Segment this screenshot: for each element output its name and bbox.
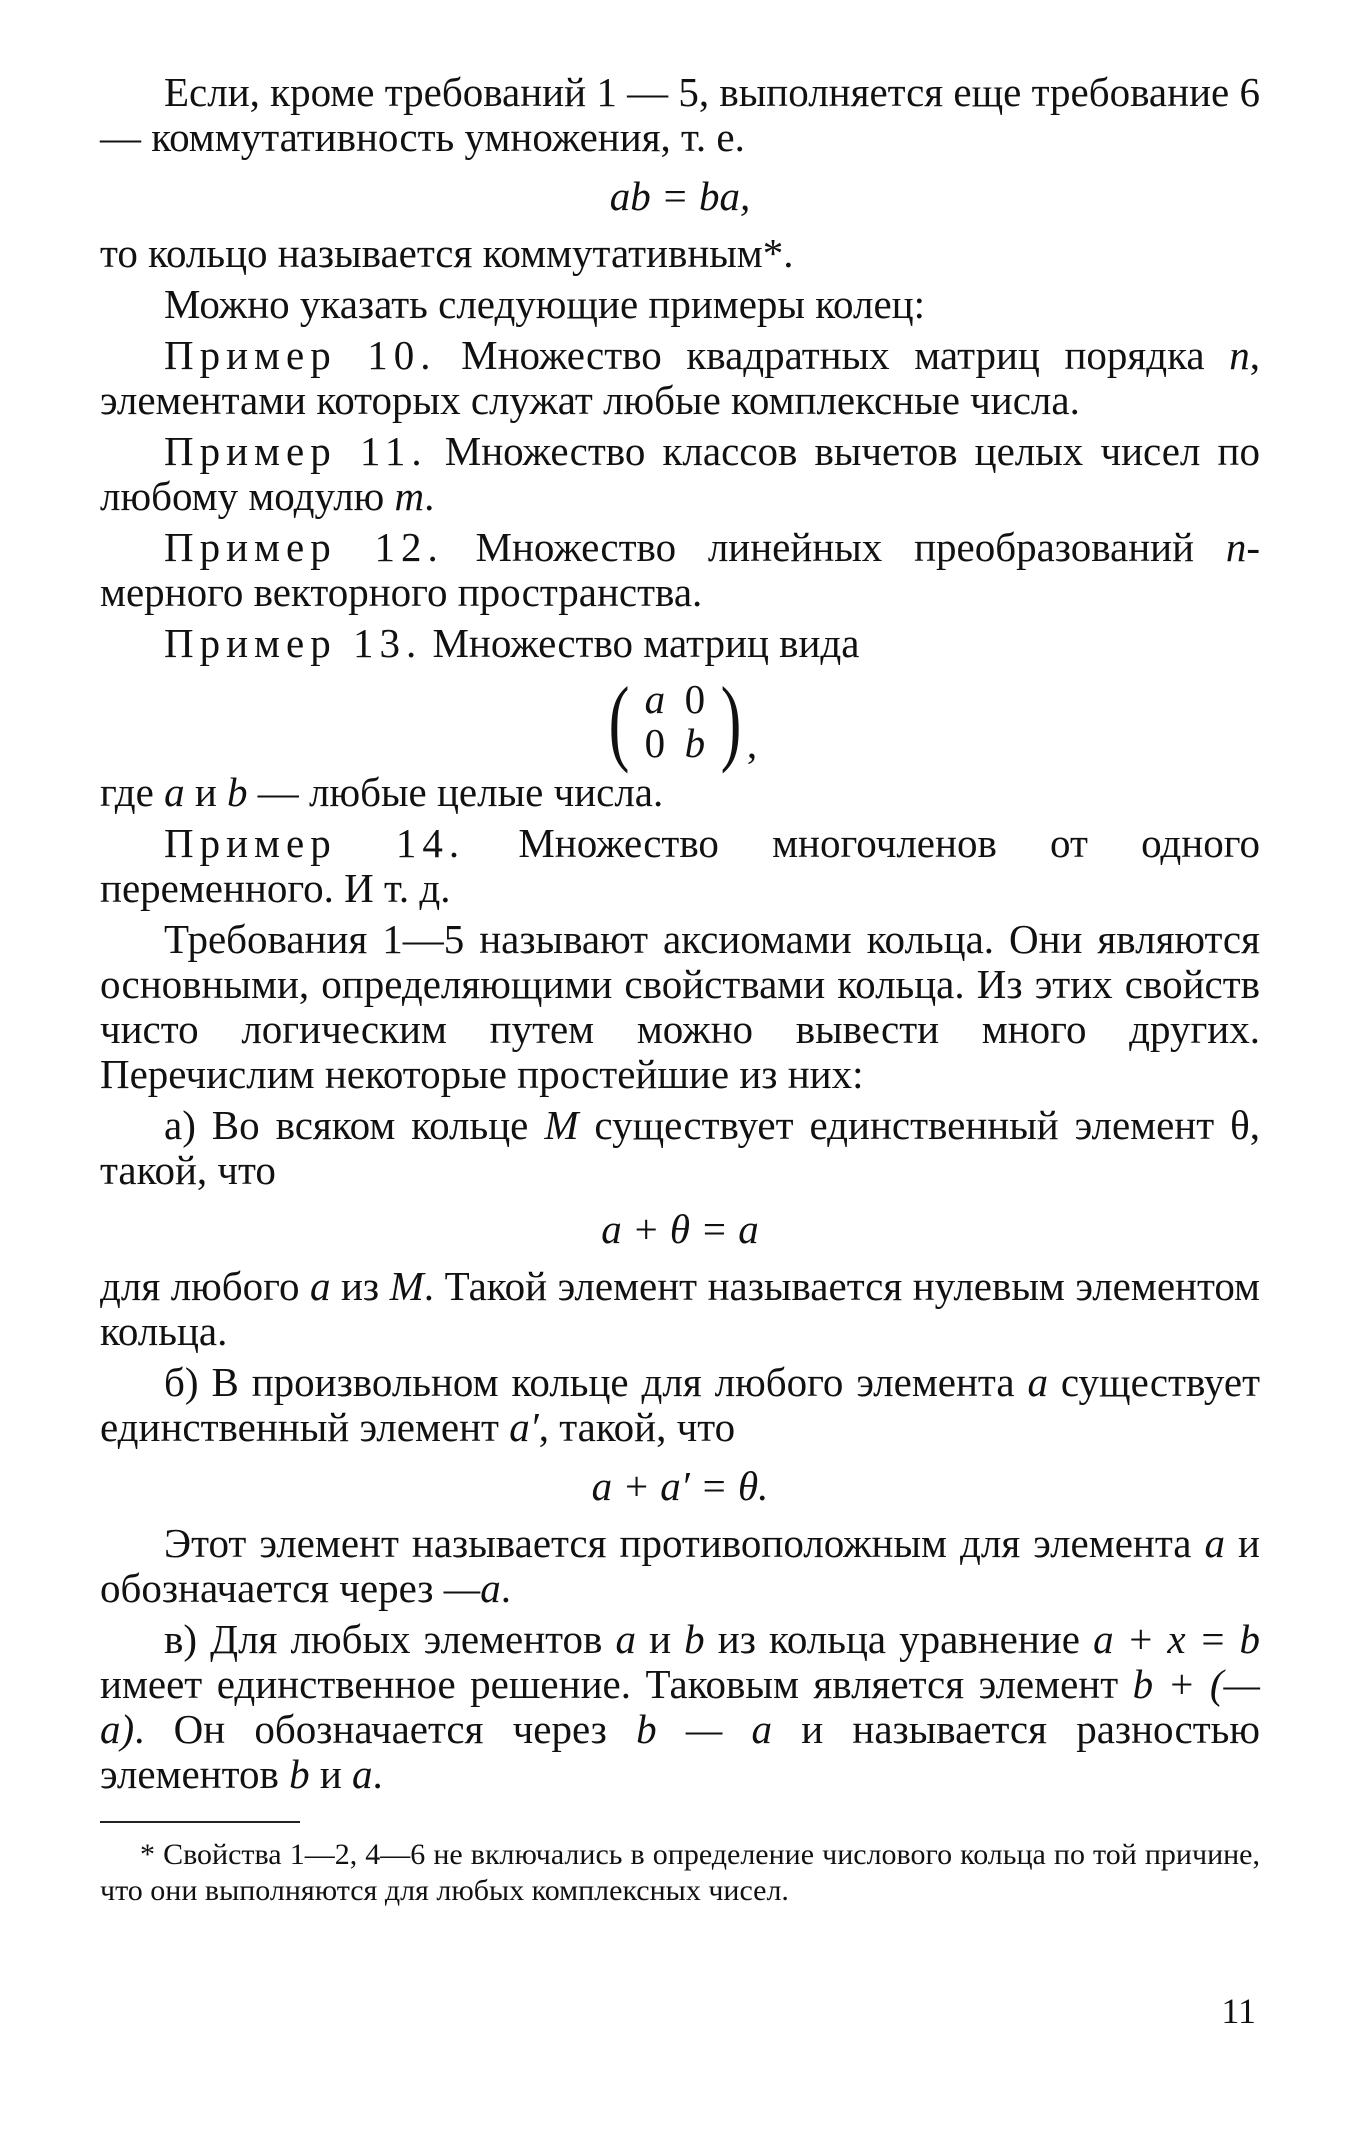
property-b-end-neg-a: —a (443, 1565, 501, 1611)
example-11 (100, 429, 1260, 519)
example-11-label: Пример 11. (164, 428, 428, 474)
property-c-7: и (309, 1751, 353, 1797)
example-10-text-a: Множество квадратных матриц порядка (436, 332, 1230, 378)
property-c-8: . (372, 1751, 383, 1797)
property-c-a: a (615, 1616, 637, 1662)
property-c-element: b + (—a) (100, 1661, 1260, 1752)
property-a-M: M (544, 1102, 579, 1148)
example-11-text-a: Множество классов вычетов целых чисел по любому модулю (100, 428, 1260, 519)
example-13-var-a: a (164, 769, 185, 815)
paragraph-examples-intro: Можно указать следующие примеры колец: (164, 281, 926, 327)
property-c-6: и называется разностью элементов (100, 1706, 1260, 1797)
example-13-note-and: и (184, 769, 228, 815)
property-a-end-M: M (389, 1263, 424, 1309)
footnote-divider (100, 1821, 300, 1823)
example-13-label: Пример 13. (164, 620, 423, 666)
property-b-a-prime: a′ (509, 1404, 539, 1450)
example-13 (100, 621, 1260, 666)
property-b-1: б) В произвольном кольце для любого элемента (164, 1359, 1028, 1405)
property-b-end-2: и обозначается через (100, 1520, 1260, 1611)
paragraph-commutative-ring: то кольцо называется коммутативным*. (100, 230, 794, 276)
example-14-label: Пример 14. (164, 820, 466, 866)
property-c-equation: a + x = b (1093, 1616, 1260, 1662)
property-b-end-a: a (1204, 1520, 1225, 1566)
matrix-left-paren: ( (608, 667, 630, 774)
property-b-2: существует единственный элемент (100, 1359, 1260, 1450)
matrix-cell-22: b (684, 720, 706, 766)
matrix-cell-11: a (644, 676, 666, 722)
example-11-m: m (394, 473, 425, 519)
example-13-note-a: где (100, 769, 165, 815)
example-11-text-b: . (424, 473, 435, 519)
example-10-n: n (1229, 332, 1250, 378)
property-a-end (100, 1264, 1260, 1354)
matrix (603, 667, 758, 774)
equation-opposite: a + a′ = θ. (591, 1463, 769, 1509)
property-c-3: из кольца уравнение (704, 1616, 1094, 1662)
property-c-4: имеет единственное решение. Таковым является элемент (100, 1661, 1133, 1707)
matrix-cell-21: 0 (644, 720, 666, 766)
property-c-5: . Он обозначается через (134, 1706, 637, 1752)
matrix-right-paren: ) (720, 667, 742, 774)
example-12-text-b: -мерного векторного пространства. (100, 524, 1260, 615)
property-b-end-1: Этот элемент называется противоположным для элемента (164, 1520, 1205, 1566)
property-c-b2: b (289, 1751, 310, 1797)
example-10-text-b: , элементами которых служат любые комплексные числа. (100, 332, 1260, 423)
property-b-3: , такой, что (538, 1404, 736, 1450)
matrix-comma: , (746, 721, 758, 767)
example-13-note-b: — любые целые числа. (247, 769, 664, 815)
property-a-end-a: a (309, 1263, 331, 1309)
example-12-n: n (1225, 524, 1247, 570)
property-c (100, 1617, 1260, 1797)
example-14 (100, 821, 1260, 911)
property-a-end-2: из (330, 1263, 390, 1309)
property-a-2: существует единственный элемент θ, такой, что (100, 1102, 1261, 1193)
equation-ab-ba: ab = ba, (609, 173, 751, 219)
property-c-b: b (684, 1616, 705, 1662)
property-c-a2: a (352, 1751, 373, 1797)
example-12-text-a: Множество линейных преобразований (443, 524, 1226, 570)
page-body (100, 70, 1260, 1909)
paragraph-commutativity: Если, кроме требований 1 — 5, выполняется еще требование 6 — коммутативность умножения, т. е. (100, 69, 1260, 160)
matrix-entries (635, 677, 715, 765)
example-12-label: Пример 12. (164, 524, 444, 570)
property-c-2: и (636, 1616, 685, 1662)
matrix-diagonal (100, 667, 1260, 774)
example-10 (100, 333, 1260, 423)
property-b (100, 1360, 1260, 1450)
property-c-1: в) Для любых элементов (164, 1616, 616, 1662)
example-12 (100, 525, 1260, 615)
property-b-end (100, 1521, 1260, 1611)
property-b-a: a (1027, 1359, 1048, 1405)
page-number: 11 (1221, 1991, 1256, 2031)
property-b-end-3: . (500, 1565, 511, 1611)
example-13-text: Множество матриц вида (422, 620, 860, 666)
footnote: * Свойства 1—2, 4—6 не включались в определение числового кольца по той причине, что они выполняются для любых комплексных чисел. (100, 1838, 1260, 1907)
equation-zero: a + θ = a (601, 1206, 759, 1252)
paragraph-axioms: Требования 1—5 называют аксиомами кольца. Они являются основными, определяющими свойствами кольца. Из этих свойств чисто логическим путем можно вывести много других. Перечислим некоторые простейшие из них: (100, 916, 1260, 1097)
example-10-label: Пример 10. (164, 332, 437, 378)
property-a-1: а) Во всяком кольце (164, 1102, 545, 1148)
property-a-end-3: . Такой элемент называется нулевым элементом кольца. (100, 1263, 1260, 1354)
property-a-end-1: для любого (100, 1263, 310, 1309)
property-a (100, 1103, 1260, 1193)
property-c-difference: b — a (636, 1706, 773, 1752)
example-13-note (100, 770, 1260, 815)
example-13-var-b: b (227, 769, 248, 815)
example-14-text: Множество многочленов от одного переменного. И т. д. (100, 820, 1260, 911)
matrix-cell-12: 0 (684, 676, 706, 722)
